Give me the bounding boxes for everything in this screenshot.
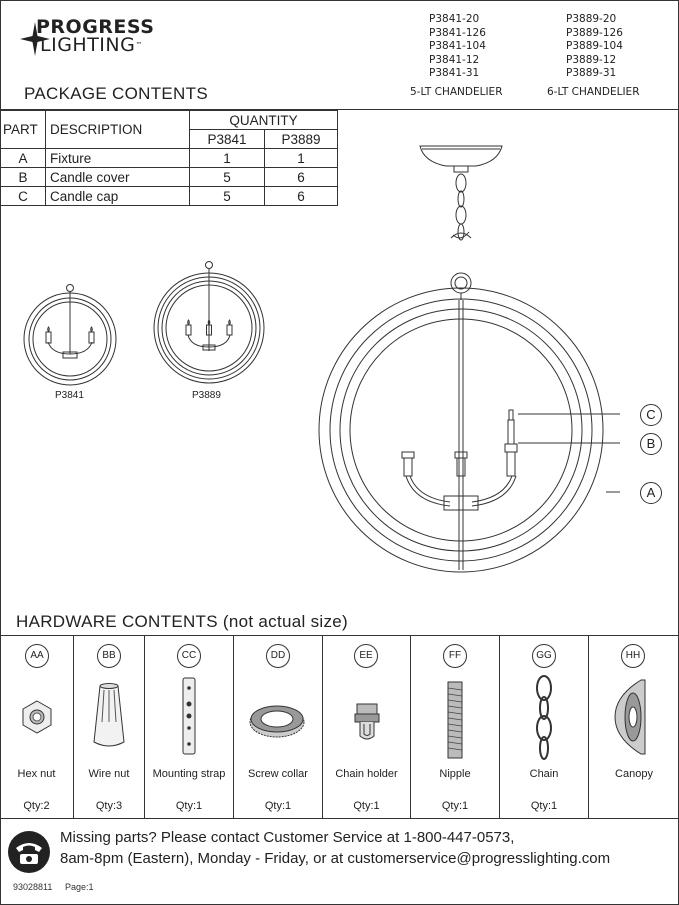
telephone-icon [7, 830, 51, 874]
col-quantity-header: QUANTITY [190, 111, 338, 130]
canopy-icon [611, 676, 651, 758]
six-light-models: P3889-20 P3889-126 P3889-104 P3889-12 P3889-31 [566, 13, 623, 79]
p3889-thumbnail-label: P3889 [192, 390, 221, 401]
hardware-qty: Qty:3 [95, 800, 123, 812]
contact-info [60, 827, 610, 869]
chandelier-diagram-icon [310, 140, 620, 590]
callout-a: A [640, 482, 662, 504]
five-light-models: P3841-20 P3841-126 P3841-104 P3841-12 P3841-31 [429, 13, 486, 79]
hardware-name: Canopy [615, 768, 653, 780]
contact-line2: 8am-8pm (Eastern), Monday - Friday, or at customerservice@progresslighting.com [60, 850, 611, 867]
hardware-code-badge: FF [443, 644, 467, 668]
contact-line1: Missing parts? Please contact Customer Service at 1-800-447-0573, [60, 829, 515, 846]
hardware-item-bb [74, 636, 145, 818]
hardware-name: Screw collar [248, 768, 308, 780]
hardware-name: Wire nut [88, 768, 130, 780]
col-part-header: PART [1, 111, 46, 149]
hardware-item-gg [500, 636, 589, 818]
hardware-name: Chain holder [335, 768, 398, 780]
qty-cell: 1 [265, 149, 338, 168]
p3889-thumbnail-icon [153, 259, 265, 387]
qty-cell: 1 [190, 149, 265, 168]
table-row [1, 187, 338, 206]
mounting-strap-icon [179, 676, 199, 756]
hardware-name: Nipple [439, 768, 471, 780]
col-description-header: DESCRIPTION [46, 111, 190, 149]
hardware-qty: Qty:2 [23, 800, 50, 812]
description-cell: Candle cover [46, 168, 190, 187]
brand-line2: LIGHTING™ [40, 34, 143, 56]
hardware-code-badge: CC [177, 644, 201, 668]
part-cell: A [1, 149, 46, 168]
top-border [0, 0, 679, 1]
part-cell: B [1, 168, 46, 187]
qty-cell: 6 [265, 168, 338, 187]
hardware-qty: Qty:1 [441, 800, 469, 812]
hardware-contents-title: HARDWARE CONTENTS (not actual size) [16, 612, 348, 631]
hardware-code-badge: BB [97, 644, 121, 668]
hardware-code-badge: GG [532, 644, 556, 668]
col-p3841-header: P3841 [190, 130, 265, 149]
hardware-code-badge: DD [266, 644, 290, 668]
hardware-item-ff [411, 636, 500, 818]
hardware-item-ee [323, 636, 411, 818]
hardware-item-hh [589, 636, 679, 818]
description-cell: Candle cap [46, 187, 190, 206]
chain-holder-icon [351, 702, 383, 742]
screw-collar-icon [247, 702, 307, 740]
callout-c: C [640, 404, 662, 426]
document-number: 93028811 [13, 882, 53, 892]
package-contents-table [0, 110, 338, 206]
table-row [1, 168, 338, 187]
hardware-name: Chain [529, 768, 559, 780]
hardware-qty: Qty:1 [264, 800, 292, 812]
qty-cell: 6 [265, 187, 338, 206]
hardware-code-badge: AA [25, 644, 49, 668]
hardware-item-cc [145, 636, 234, 818]
p3841-thumbnail-label: P3841 [55, 390, 84, 401]
hardware-item-aa [0, 636, 74, 818]
hardware-name: Hex nut [17, 768, 56, 780]
hardware-code-badge: HH [621, 644, 645, 668]
description-cell: Fixture [46, 149, 190, 168]
page-number: Page:1 [65, 882, 94, 892]
six-light-label: 6-LT CHANDELIER [547, 86, 640, 98]
callout-b: B [640, 433, 662, 455]
brand-line1: PROGRESS [36, 16, 155, 38]
wire-nut-icon [88, 682, 130, 752]
hardware-item-dd [234, 636, 323, 818]
hex-nut-icon [20, 699, 54, 735]
table-row [1, 149, 338, 168]
chain-icon [532, 674, 556, 762]
hardware-bottom-line [0, 818, 679, 819]
part-cell: C [1, 187, 46, 206]
col-p3889-header: P3889 [265, 130, 338, 149]
hardware-name: Mounting strap [152, 768, 226, 780]
hardware-code-badge: EE [354, 644, 378, 668]
five-light-label: 5-LT CHANDELIER [410, 86, 503, 98]
package-contents-title: PACKAGE CONTENTS [24, 84, 208, 103]
hardware-qty: Qty:1 [175, 800, 203, 812]
qty-cell: 5 [190, 187, 265, 206]
hardware-qty: Qty:1 [353, 800, 380, 812]
hardware-qty: Qty:1 [530, 800, 558, 812]
nipple-icon [445, 680, 465, 760]
p3841-thumbnail-icon [22, 282, 118, 386]
qty-cell: 5 [190, 168, 265, 187]
